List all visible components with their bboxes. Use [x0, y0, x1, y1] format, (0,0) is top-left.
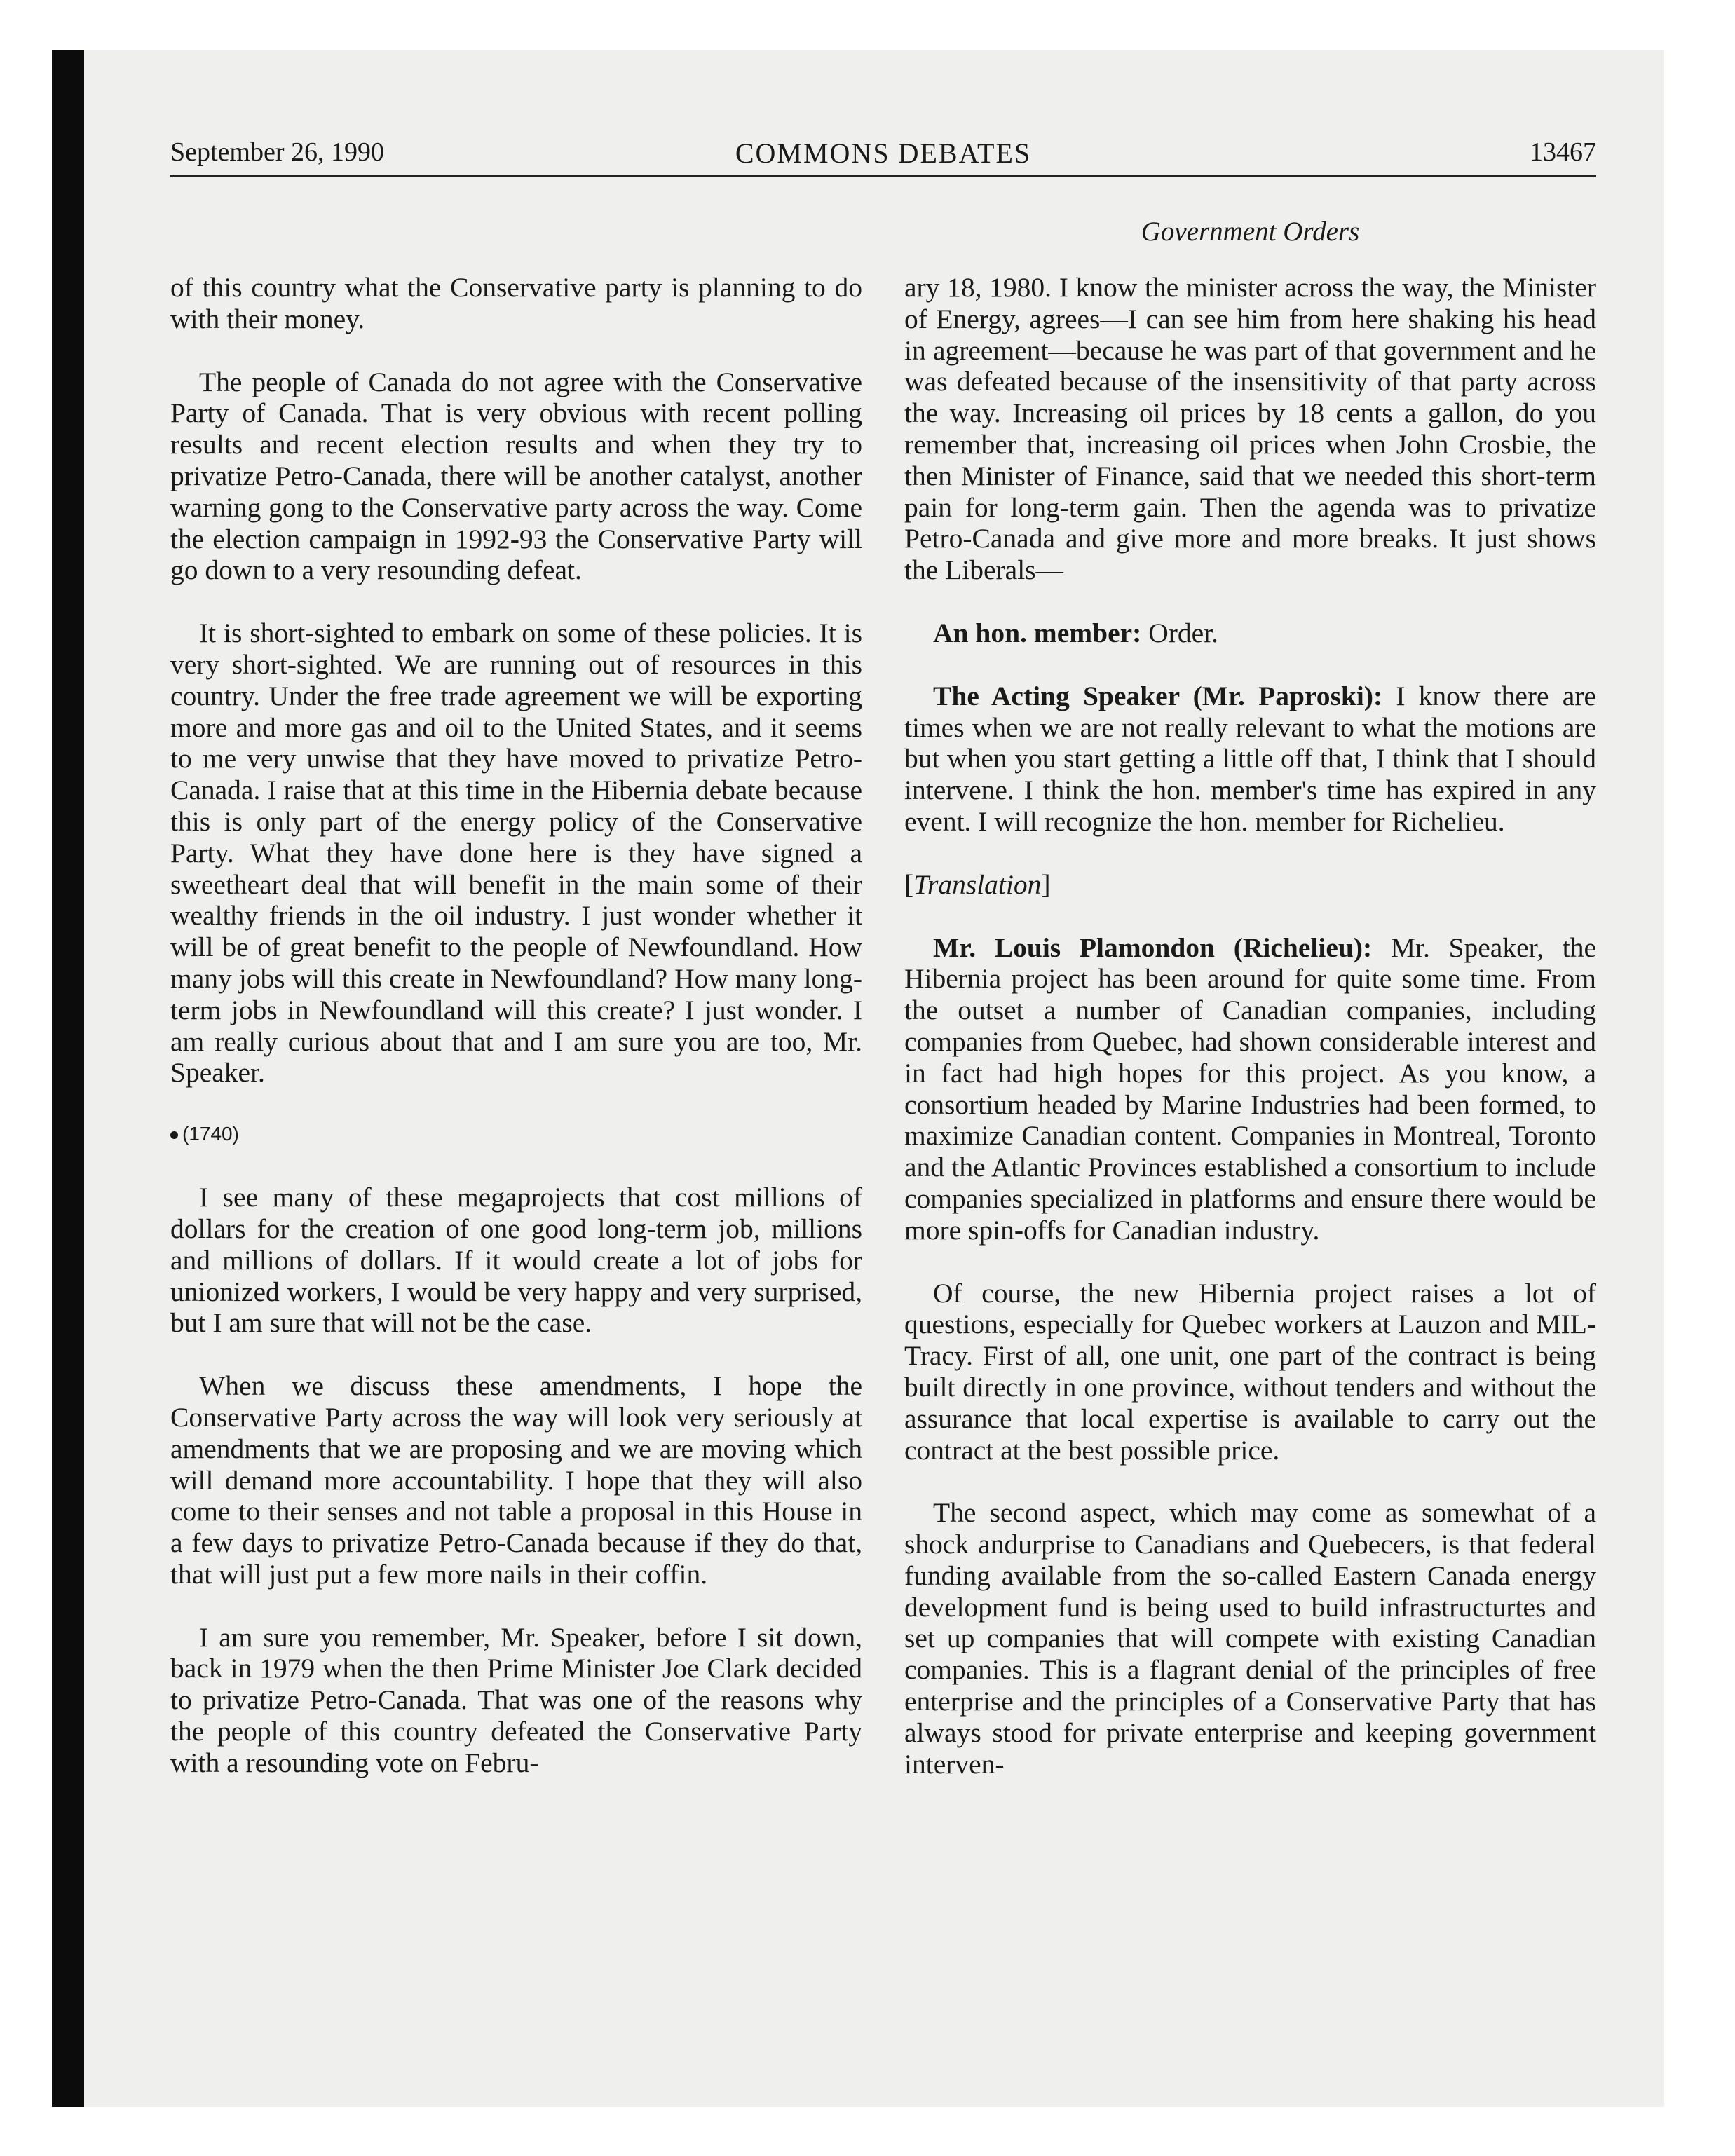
paragraph: Of course, the new Hibernia project raises a lot of questions, especially for Quebec workers at Lauzon and MIL-Tracy. First of all, one unit, one part of the contract is being built directly in one province, without tenders and without the assurance that local expertise is available to carry out the contract at the best possible price. — [904, 1277, 1596, 1466]
paragraph: ary 18, 1980. I know the minister across the way, the Minister of Energy, agrees—I can see him from here shaking his head in agreement—because he was part of that government and he was defeated because of the insensitivity of that party across the way. Increasing oil prices by 18 cents a gallon, do you remember that, increasing oil prices when John Crosbie, the then Minister of Finance, said that we needed this short-term pain for long-term gain. Then the agenda was to privatize Petro-Canada and give more and more breaks. It just shows the Liberals— — [904, 272, 1596, 586]
paragraph: The second aspect, which may come as somewhat of a shock andurprise to Canadians and Quebecers, is that federal funding available from the so-called Eastern Canada energy development fund is being used to build infrastructurtes and set up companies that will compete with existing Canadian companies. This is a flagrant denial of the principles of free enterprise and the principles of a Conservative Party that has always stood for private enterprise and keeping government interven- — [904, 1497, 1596, 1780]
paragraph: I see many of these megaprojects that cost millions of dollars for the creation of one good long-term job, millions and millions of dollars. If it would create a lot of jobs for unionized workers, I would be very happy and very surprised, but I am sure that will not be the case. — [170, 1182, 862, 1339]
translation-label: Translation — [913, 868, 1042, 900]
speaker-name: The Acting Speaker (Mr. Paproski): — [933, 680, 1383, 711]
time-marker — [170, 1120, 862, 1148]
bullet-icon — [170, 1131, 178, 1139]
paragraph: of this country what the Conservative party is planning to do with their money. — [170, 272, 862, 334]
interjection — [904, 618, 1596, 649]
speech-text: I know there are times when we are not really relevant to what the motions are but when you start getting a little off that, I think that I should intervene. I think the hon. member's time has expired in any event. I will recognize the hon. member for Richelieu. — [904, 680, 1596, 837]
header-rule — [170, 175, 1596, 177]
header-date: September 26, 1990 — [170, 137, 385, 167]
paragraph: When we discuss these amendments, I hope the Conservative Party across the way will look very seriously at amendments that we are proposing and we are moving which will demand more accountability. I hope that they will also come to their senses and not table a proposal in this House in a few days to privatize Petro-Canada because if they do that, that will just put a few more nails in their coffin. — [170, 1370, 862, 1590]
header-page-number: 13467 — [1530, 137, 1596, 167]
running-head — [170, 137, 1596, 179]
time-marker-text: (1740) — [182, 1123, 239, 1145]
header-publication: COMMONS DEBATES — [735, 137, 1032, 169]
section-heading: Government Orders — [1141, 217, 1360, 247]
speech-text: Order. — [1141, 617, 1219, 648]
right-column — [904, 272, 1596, 1811]
paragraph: I am sure you remember, Mr. Speaker, before I sit down, back in 1979 when the then Prime Minister Joe Clark decided to privatize Petro-Canada. That was one of the reasons why the people of this country defeated the Conservative Party with a resounding vote on Febru- — [170, 1621, 862, 1778]
speech-text: Mr. Speaker, the Hibernia project has been around for quite some time. From the outset a number of Canadian companies, including companies from Quebec, had shown considerable interest and in fact had high hopes for this project. As you know, a consortium headed by Marine Industries had been formed, to maximize Canadian content. Companies in Montreal, Toronto and the Atlantic Provinces established a consortium to include companies specialized in platforms and ensure there would be more spin-offs for Canadian industry. — [904, 932, 1596, 1246]
speech — [904, 681, 1596, 838]
speech — [904, 932, 1596, 1246]
left-column — [170, 272, 862, 1810]
paragraph: The people of Canada do not agree with the Conservative Party of Canada. That is very obvious with recent polling results and recent election results and when they try to privatize Petro-Canada, there will be another catalyst, another warning gong to the Conservative party across the way. Come the election campaign in 1992-93 the Conservative Party will go down to a very resounding defeat. — [170, 366, 862, 586]
translation-note: [Translation] — [904, 868, 1051, 900]
speaker-name: An hon. member: — [933, 617, 1142, 648]
scan-binding-edge — [52, 50, 84, 2107]
speaker-name: Mr. Louis Plamondon (Richelieu): — [933, 932, 1373, 963]
paragraph: It is short-sighted to embark on some of these policies. It is very short-sighted. We are running out of resources in this country. Under the free trade agreement we will be exporting more and more gas and oil to the United States, and it seems to me very unwise that they have moved to privatize Petro-Canada. I raise that at this time in the Hibernia debate because this is only part of the energy policy of the Conservative Party. What they have done here is they have signed a sweetheart deal that will benefit in the main some of their wealthy friends in the oil industry. I just wonder whether it will be of great benefit to the people of Newfoundland. How many jobs will this create in Newfoundland? How many long-term jobs in Newfoundland will this create? I just wonder. I am really curious about that and I am sure you are too, Mr. Speaker. — [170, 618, 862, 1089]
